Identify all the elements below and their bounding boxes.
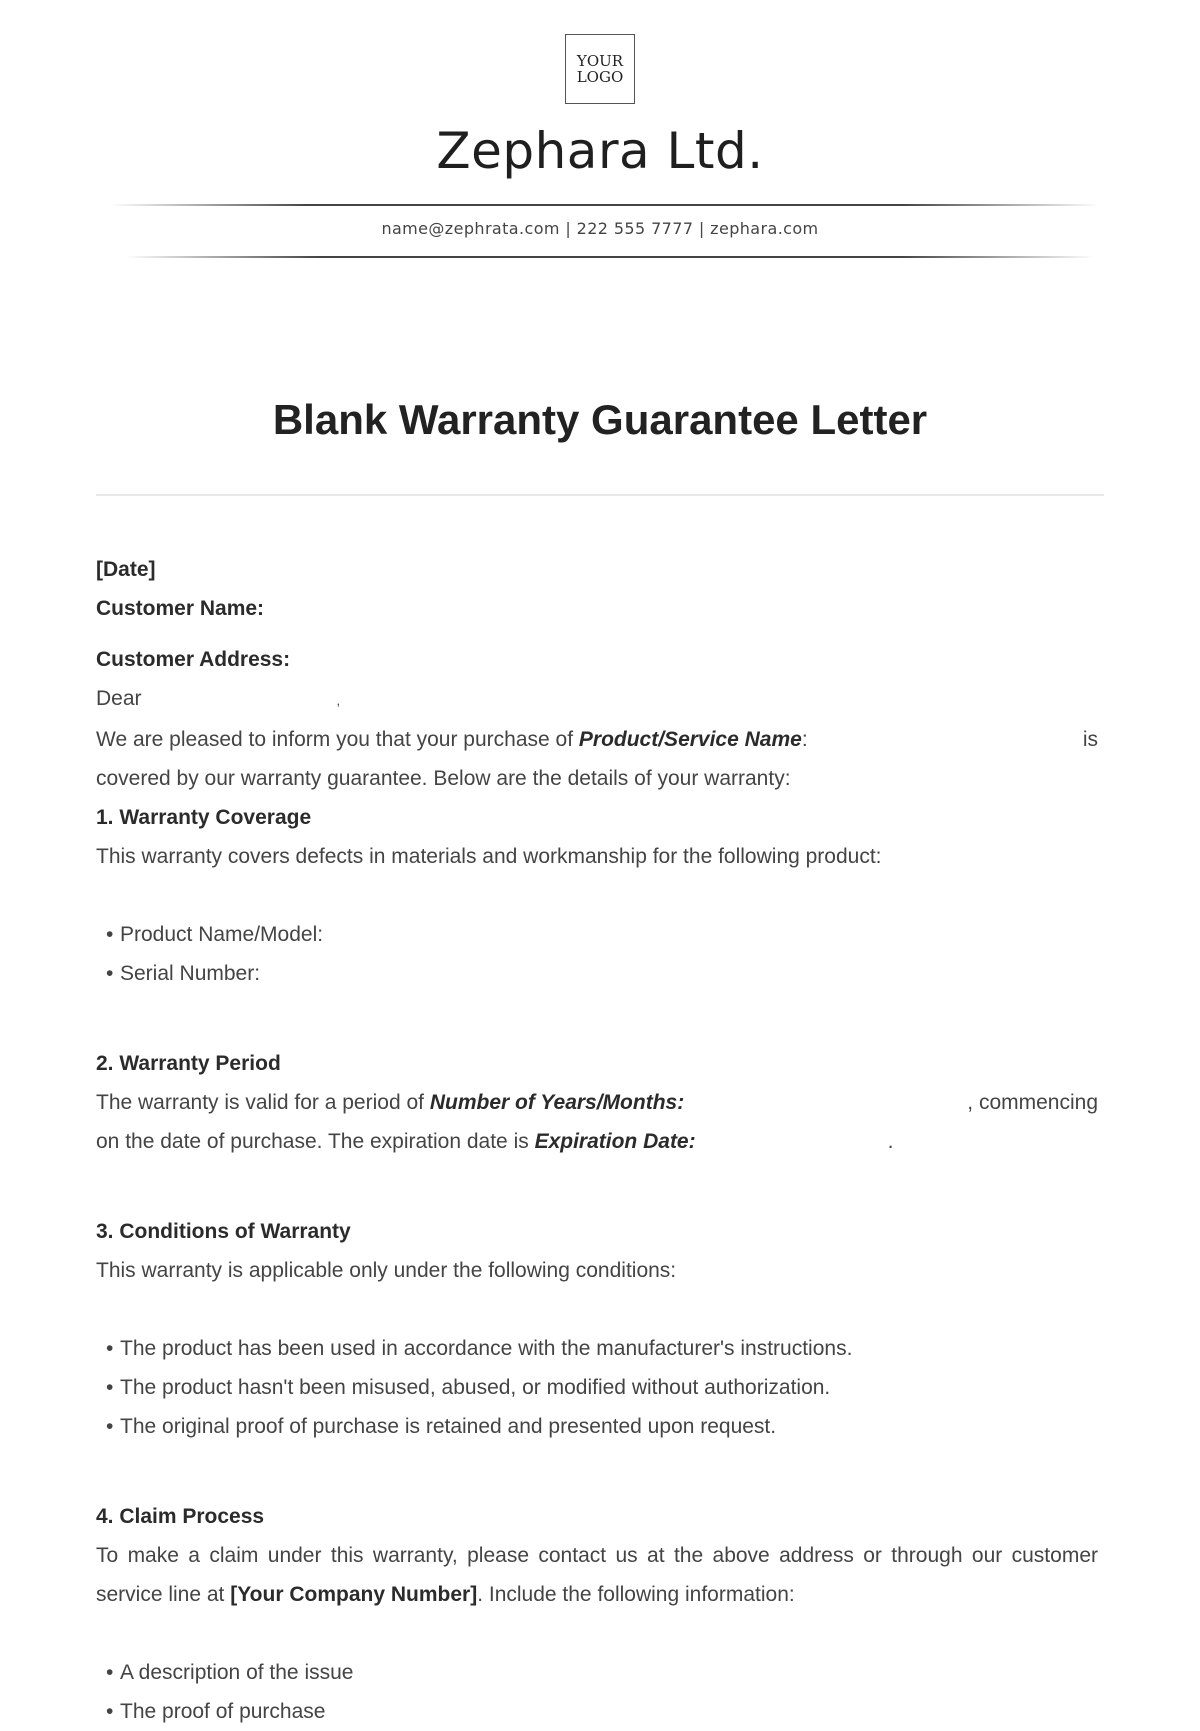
coverage-list (96, 915, 1098, 993)
list-item: • The original proof of purchase is retained and presented upon request. (106, 1415, 777, 1438)
product-service-field: Product/Service Name (578, 728, 802, 751)
customer-address-label: Customer Address: (96, 648, 291, 671)
period-line-1: The warranty is valid for a period of Number of Years/Months: , commencing (96, 1083, 1098, 1122)
company-number-placeholder: [Your Company Number] (230, 1583, 478, 1606)
header-rule-bottom (125, 256, 1095, 258)
list-item: • A description of the issue (106, 1661, 354, 1684)
intro-text: We are pleased to inform you that your purchase of (96, 728, 579, 751)
intro-is: is (1082, 728, 1098, 751)
section-heading-claim: 4. Claim Process (96, 1505, 265, 1528)
contact-line: name@zephrata.com | 222 555 7777 | zephara.com (381, 219, 819, 238)
logo-placeholder (565, 34, 635, 104)
date-placeholder: [Date] (96, 558, 156, 581)
conditions-text: This warranty is applicable only under the following conditions: (96, 1259, 677, 1282)
section-heading-conditions: 3. Conditions of Warranty (96, 1220, 351, 1243)
list-item: • Product Name/Model: (106, 923, 324, 946)
list-item: • The product hasn't been misused, abused, or modified without authorization. (106, 1376, 831, 1399)
claim-list (96, 1653, 1098, 1731)
customer-name-label: Customer Name: (96, 597, 265, 620)
letter-body (96, 550, 1098, 1731)
company-name: Zephara Ltd. (436, 122, 764, 180)
coverage-text: This warranty covers defects in materials and workmanship for the following product: (96, 845, 882, 868)
title-divider (96, 494, 1104, 496)
claim-text: To make a claim under this warranty, please contact us at the above address or through our customer service line at [Your Company Number]. Include the following information: (96, 1544, 1098, 1606)
list-item: • The product has been used in accordance with the manufacturer's instructions. (106, 1337, 853, 1360)
conditions-list (96, 1329, 1098, 1446)
period-commencing: , commencing (967, 1091, 1098, 1114)
intro-line-2: covered by our warranty guarantee. Below are the details of your warranty: (96, 767, 791, 790)
list-item: • Serial Number: (106, 962, 261, 985)
salutation (96, 679, 1098, 720)
section-heading-coverage: 1. Warranty Coverage (96, 806, 312, 829)
list-item: • The proof of purchase (106, 1700, 326, 1723)
years-months-field: Number of Years/Months: (429, 1091, 685, 1114)
header-rule-top (110, 204, 1100, 206)
document-title: Blank Warranty Guarantee Letter (272, 396, 928, 443)
intro-colon: : (801, 728, 808, 751)
logo-text-line2: LOGO (576, 68, 624, 86)
expiration-date-field: Expiration Date: (534, 1130, 696, 1153)
logo-text-line1: YOUR (576, 52, 624, 70)
section-heading-period: 2. Warranty Period (96, 1052, 281, 1075)
intro-line-1 (96, 720, 1098, 759)
salutation-text: Dear (96, 687, 142, 710)
period-line-2: on the date of purchase. The expiration date is Expiration Date: . (96, 1130, 894, 1153)
salutation-comma: , (336, 693, 341, 708)
